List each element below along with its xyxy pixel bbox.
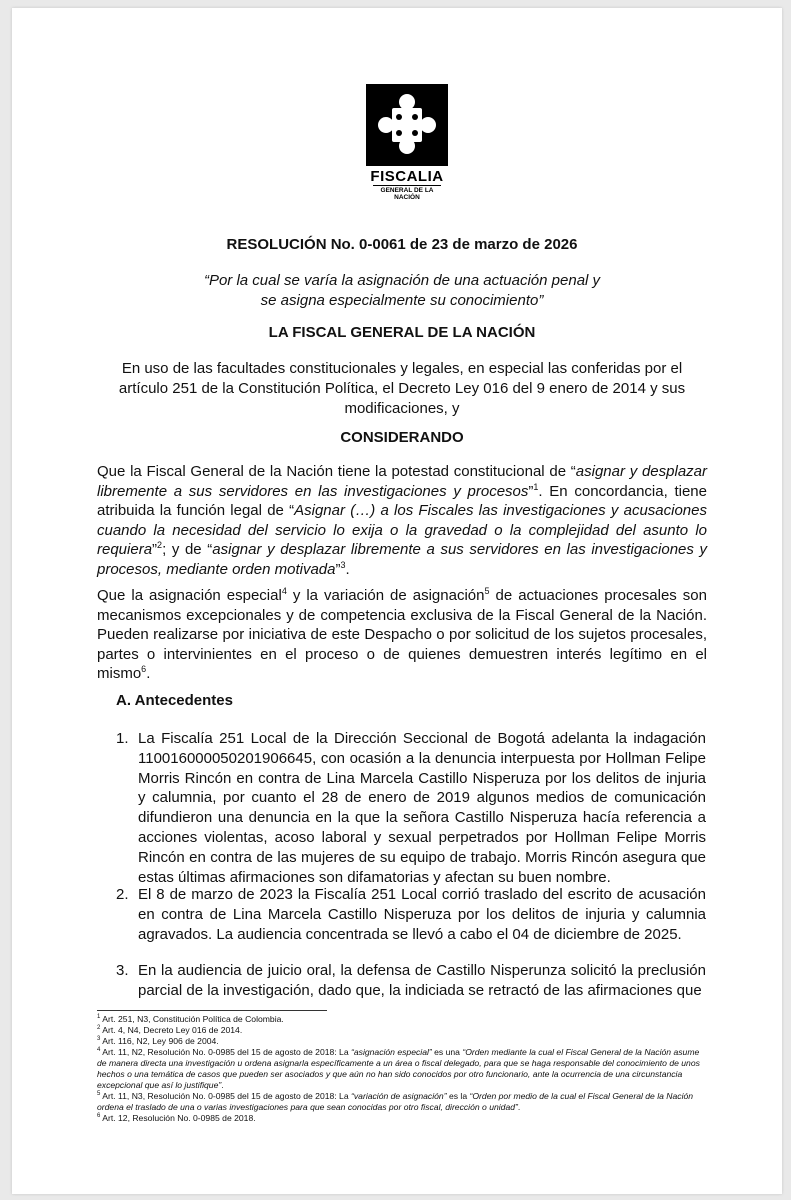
list-item-text: El 8 de marzo de 2023 la Fiscalía 251 Local corrió traslado del escrito de acusación en contra de Lina Marcela Castillo Nisperuza por los delitos de injuria y calumnia agravados. La audiencia concentrada se llevó a cabo el 04 de diciembre de 2025. — [138, 886, 706, 943]
list-item — [116, 729, 706, 887]
footnote-ref-5: 5 — [484, 586, 490, 596]
resolution-subtitle — [97, 271, 707, 311]
subtitle-line-1: “Por la cual se varía la asignación de una actuación penal y — [203, 272, 601, 289]
footnote-ref-1: 1 — [533, 481, 539, 492]
puzzle-logo-icon — [366, 84, 448, 166]
footnote-1: $^1$ Art. 251, N3, Constitución Política de Colombia. — [97, 1014, 284, 1024]
logo-name: FISCALIA — [370, 168, 444, 185]
section-antecedentes-heading: A. Antecedentes — [116, 692, 233, 709]
footnote-ref-3: 3 — [340, 559, 346, 570]
list-item-number: 1. — [116, 730, 129, 747]
footnote-6: $^6$ Art. 12, Resolución No. 0-0985 de 2018. — [97, 1113, 256, 1123]
considerando-heading: CONSIDERANDO — [340, 429, 464, 446]
authority-heading: LA FISCAL GENERAL DE LA NACIÓN — [268, 324, 536, 341]
logo-subtitle: GENERAL DE LA NACIÓN — [373, 185, 441, 201]
footnotes — [97, 1014, 707, 1124]
list-item-number: 2. — [116, 886, 129, 903]
footnote-3: $^3$ Art. 116, N2, Ley 906 de 2004. — [97, 1036, 219, 1046]
footnote-ref-2: 2 — [157, 540, 163, 551]
resolution-title: RESOLUCIÓN No. 0-0061 de 23 de marzo de 2026 — [226, 236, 578, 253]
fiscalia-logo — [366, 84, 448, 201]
list-item-number: 3. — [116, 962, 129, 979]
footnote-5: $^5$ Art. 11, N3, Resolución No. 0-0985 del 15 de agosto de 2018: La “variación de asignación” es la “Orden por medio de la cual el Fiscal General de la Nación ordena el traslado de una o varias investigaciones para que sean conocidas por otro fiscal, dirección o unidad”. — [97, 1091, 694, 1112]
footnote-divider — [97, 1010, 327, 1011]
footnote-ref-6: 6 — [141, 664, 147, 675]
considerando-paragraph-1: Que la Fiscal General de la Nación tiene la potestad constitucional de “asignar y desplazar libremente a sus servidores en las investigaciones y procesos”$^1$. En concordancia, tiene atribuida la función legal de “Asignar (…) a los Fiscales las investigaciones y acusaciones cuando la necesidad del servicio lo exija o la gravedad o la complejidad del asunto lo requiera”$^2$; y de “asignar y desplazar libremente a sus servidores en las investigaciones y procesos, mediante orden motivada”$^3$. — [97, 463, 707, 578]
subtitle-line-2: se asigna especialmente su conocimiento” — [260, 292, 544, 309]
list-item-text: En la audiencia de juicio oral, la defensa de Castillo Nisperunza solicitó la preclusión parcial de la investigación, dado que, la indiciada se retractó de las afirmaciones que — [138, 962, 706, 999]
footnote-ref-4: 4 — [281, 586, 287, 596]
intro-paragraph: En uso de las facultades constitucionales y legales, en especial las conferidas por el artículo 251 de la Constitución Política, el Decreto Ley 016 del 9 enero de 2014 y sus modificaciones, y — [118, 360, 686, 417]
document-page — [12, 8, 782, 1194]
footnote-4: $^4$ Art. 11, N2, Resolución No. 0-0985 del 15 de agosto de 2018: La “asignación especial” es una “Orden mediante la cual el Fiscal General de la Nación asume de manera directa una investigación u ordena asignarla específicamente a un área o fiscal delegado, para que se haga responsable del conocimiento de unos hechos o una temática de casos que pueden ser asociados y que aún no han sido conocidos por otro funcionario, ante la ocurrencia de una circunstancia excepcional que así lo justifique”. — [97, 1047, 700, 1090]
considerando-paragraph-2: Que la asignación especial$^4$ y la variación de asignación$^5$ de actuaciones procesales son mecanismos excepcionales y de competencia exclusiva de la Fiscal General de la Nación. Pueden realizarse por iniciativa de este Despacho o por solicitud de los sujetos procesales, partes o intervinientes en el proceso o de quienes demuestren interés legítimo en el mismo$^6$. — [97, 586, 707, 683]
list-item — [116, 885, 706, 944]
list-item — [116, 961, 706, 1001]
footnote-2: $^2$ Art. 4, N4, Decreto Ley 016 de 2014. — [97, 1025, 243, 1035]
list-item-text: La Fiscalía 251 Local de la Dirección Seccional de Bogotá adelanta la indagación 110016000050201906645, con ocasión a la denuncia interpuesta por Hollman Felipe Morris Rincón en contra de Lina Marcela Castillo Nisperuza por los delitos de injuria y calumnia, por cuanto el 28 de enero de 2019 algunos medios de comunicación difundieron una denuncia en la que la señora Castillo Nisperuza hacía referencia a acciones violentas, acoso laboral y sexual perpetrados por Hollman Felipe Morris Rincón en contra de las mujeres de su equipo de trabajo. Morris Rincón asegura que estas últimas afirmaciones son difamatorias y afectan su buen nombre. — [138, 730, 706, 886]
